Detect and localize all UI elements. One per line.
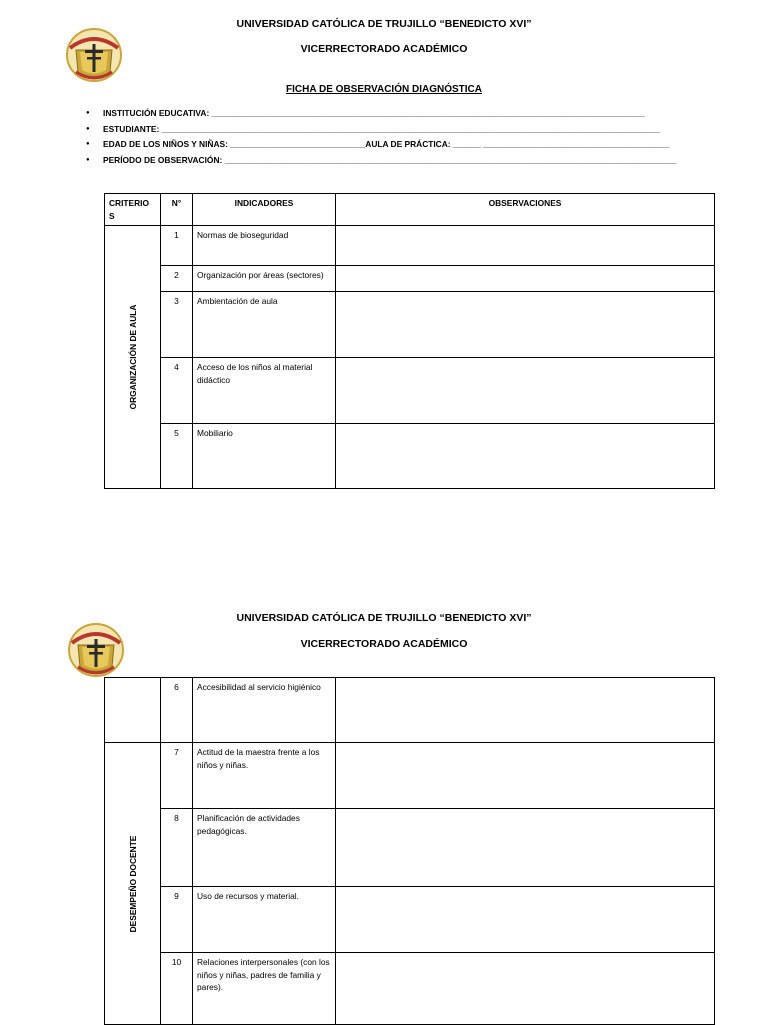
office-title: VICERRECTORADO ACADÉMICO <box>300 43 468 55</box>
form-fields <box>86 106 706 168</box>
observation-cell[interactable] <box>336 887 715 953</box>
row-number: 2 <box>161 266 193 292</box>
indicator-cell: Planificación de actividades pedagógicas. <box>193 809 336 887</box>
criterion-label: ORGANIZACIÓN DE AULA <box>127 304 138 410</box>
row-number: 6 <box>161 678 193 743</box>
table-row <box>105 266 715 292</box>
observation-cell[interactable] <box>336 743 715 809</box>
university-title: UNIVERSIDAD CATÓLICA DE TRUJILLO “BENEDICTO XVI” <box>236 18 532 30</box>
observation-cell[interactable] <box>336 292 715 358</box>
observation-cell[interactable] <box>336 424 715 489</box>
table-row <box>105 226 715 266</box>
observation-cell[interactable] <box>336 809 715 887</box>
table-row <box>105 953 715 1025</box>
table-row <box>105 358 715 424</box>
table-row <box>105 424 715 489</box>
observation-cell[interactable] <box>336 226 715 266</box>
observation-cell[interactable] <box>336 266 715 292</box>
table-row <box>105 743 715 809</box>
table-row <box>105 678 715 743</box>
field-periodo[interactable]: ● PERÍODO DE OBSERVACIÓN: _________________________________________________________________________________________________ <box>86 153 706 169</box>
observation-table-2 <box>104 677 715 1025</box>
column-header-indicadores: INDICADORES <box>193 194 336 226</box>
row-number: 7 <box>161 743 193 809</box>
criterion-cell <box>105 226 161 489</box>
criterion-cell-continued <box>105 678 161 743</box>
indicator-cell: Relaciones interpersonales (con los niños y niñas, padres de familia y pares). <box>193 953 336 1025</box>
row-number: 1 <box>161 226 193 266</box>
table-row <box>105 809 715 887</box>
table-row <box>105 292 715 358</box>
row-number: 9 <box>161 887 193 953</box>
indicator-cell: Uso de recursos y material. <box>193 887 336 953</box>
field-institucion[interactable]: ● INSTITUCIÓN EDUCATIVA: _____________________________________________________________________________________________ <box>86 106 706 122</box>
university-crest-icon <box>68 623 124 677</box>
observation-table-1 <box>104 193 715 489</box>
observation-cell[interactable] <box>336 358 715 424</box>
form-title: FICHA DE OBSERVACIÓN DIAGNÓSTICA <box>286 84 482 95</box>
indicator-cell: Mobiliario <box>193 424 336 489</box>
row-number: 8 <box>161 809 193 887</box>
indicator-cell: Normas de bioseguridad <box>193 226 336 266</box>
table-row <box>105 887 715 953</box>
observation-cell[interactable] <box>336 678 715 743</box>
criterion-cell <box>105 743 161 1025</box>
university-title: UNIVERSIDAD CATÓLICA DE TRUJILLO “BENEDICTO XVI” <box>236 612 532 624</box>
criterion-label: DESEMPEÑO DOCENTE <box>127 835 138 932</box>
indicator-cell: Acceso de los niños al material didáctico <box>193 358 336 424</box>
row-number: 3 <box>161 292 193 358</box>
indicator-cell: Accesibilidad al servicio higiénico <box>193 678 336 743</box>
row-number: 4 <box>161 358 193 424</box>
indicator-cell: Organización por áreas (sectores) <box>193 266 336 292</box>
field-edad-aula[interactable]: ● EDAD DE LOS NIÑOS Y NIÑAS: _____________________________AULA DE PRÁCTICA: ______ ________________________________________ <box>86 137 706 153</box>
observation-cell[interactable] <box>336 953 715 1025</box>
column-header-observaciones: OBSERVACIONES <box>336 194 715 226</box>
office-title: VICERRECTORADO ACADÉMICO <box>300 638 468 650</box>
field-estudiante[interactable]: ● ESTUDIANTE: ___________________________________________________________________________________________________________ <box>86 122 706 138</box>
row-number: 5 <box>161 424 193 489</box>
column-header-criterios: CRITERIO S <box>105 194 161 226</box>
column-header-number: N° <box>161 194 193 226</box>
indicator-cell: Actitud de la maestra frente a los niños y niñas. <box>193 743 336 809</box>
indicator-cell: Ambientación de aula <box>193 292 336 358</box>
row-number: 10 <box>161 953 193 1025</box>
university-crest-icon <box>66 28 122 82</box>
